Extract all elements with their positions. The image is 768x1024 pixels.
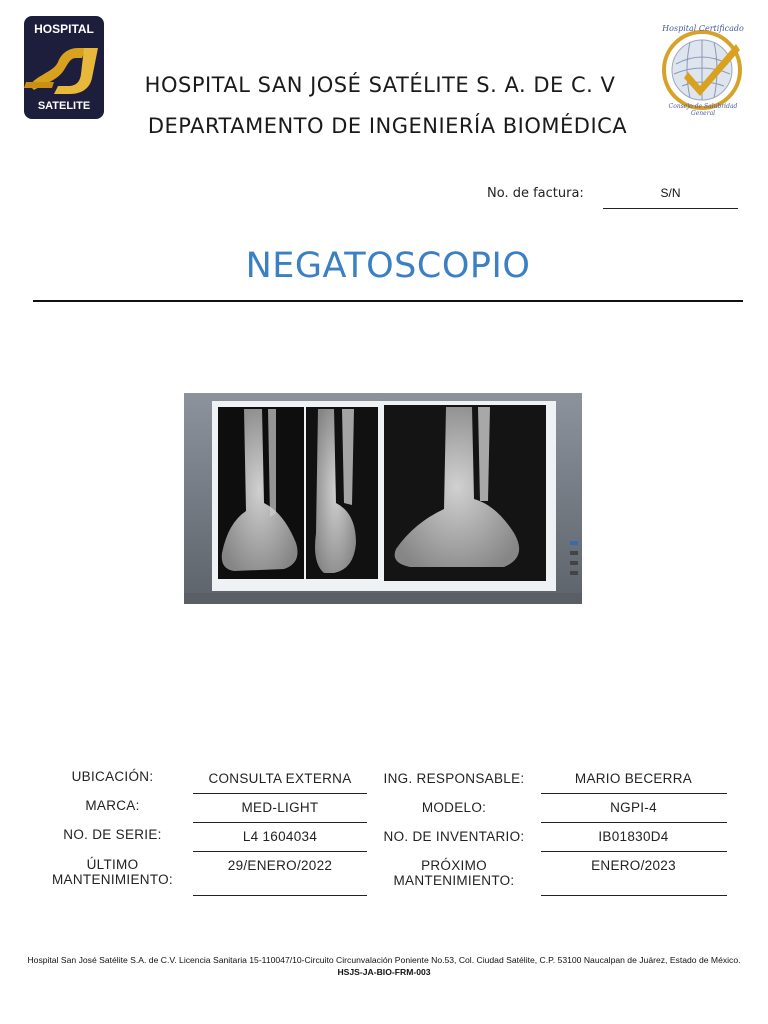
ubicacion-label: UBICACIÓN: bbox=[71, 769, 154, 784]
inventario-underline bbox=[541, 851, 727, 852]
logo-bottom-text: SATELITE bbox=[37, 100, 91, 112]
serie-underline bbox=[193, 851, 367, 852]
certification-seal-icon bbox=[654, 20, 750, 116]
invoice-underline bbox=[603, 208, 738, 209]
modelo-label: MODELO: bbox=[421, 800, 487, 815]
inventario-value: IB01830D4 bbox=[598, 829, 669, 844]
invoice-label: No. de factura: bbox=[487, 186, 584, 201]
logo-top-text: HOSPITAL bbox=[34, 22, 94, 36]
ing-responsable-value: MARIO BECERRA bbox=[574, 771, 693, 786]
ing-responsable-label: ING. RESPONSABLE: bbox=[383, 771, 525, 786]
inventario-label: NO. DE INVENTARIO: bbox=[383, 829, 525, 844]
ubicacion-value: CONSULTA EXTERNA bbox=[208, 771, 352, 786]
footer-form-code: HSJS-JA-BIO-FRM-003 bbox=[337, 967, 431, 977]
title-divider bbox=[33, 300, 743, 302]
serie-label: NO. DE SERIE: bbox=[63, 827, 162, 842]
proximo-mantenimiento-label: PRÓXIMO MANTENIMIENTO: bbox=[393, 858, 515, 888]
marca-label: MARCA: bbox=[85, 798, 140, 813]
hospital-logo bbox=[24, 16, 104, 119]
modelo-value: NGPI-4 bbox=[610, 800, 657, 815]
ultimo-mantenimiento-label: ÚLTIMO MANTENIMIENTO: bbox=[52, 857, 173, 887]
marca-value: MED-LIGHT bbox=[241, 800, 319, 815]
ultimo-underline bbox=[193, 895, 367, 896]
marca-underline bbox=[193, 822, 367, 823]
ultimo-mantenimiento-value: 29/ENERO/2022 bbox=[227, 858, 333, 873]
invoice-value: S/N bbox=[660, 186, 681, 200]
ing-underline bbox=[541, 793, 727, 794]
seal-bottom-text: Consejo de Salubridad General bbox=[668, 103, 738, 117]
ubicacion-underline bbox=[193, 793, 367, 794]
xray-viewer-image bbox=[184, 393, 582, 604]
hospital-name: HOSPITAL SAN JOSÉ SATÉLITE S. A. DE C. V bbox=[144, 73, 616, 97]
serie-value: L4 1604034 bbox=[242, 829, 318, 844]
modelo-underline bbox=[541, 822, 727, 823]
proximo-mantenimiento-value: ENERO/2023 bbox=[591, 858, 676, 873]
seal-top-text: Hospital Certificado bbox=[662, 24, 744, 33]
footer-address: Hospital San José Satélite S.A. de C.V. Licencia Sanitaria 15-110047/10-Circuito Circunvalación Poniente No.53, Col. Ciudad Satélite, C.P. 53100 Naucalpan de Juárez, Estado de México. bbox=[27, 955, 741, 965]
page-title: NEGATOSCOPIO bbox=[245, 246, 531, 286]
sj-monogram-icon bbox=[24, 38, 104, 100]
department-name: DEPARTAMENTO DE INGENIERÍA BIOMÉDICA bbox=[147, 114, 628, 138]
proximo-underline bbox=[541, 895, 727, 896]
